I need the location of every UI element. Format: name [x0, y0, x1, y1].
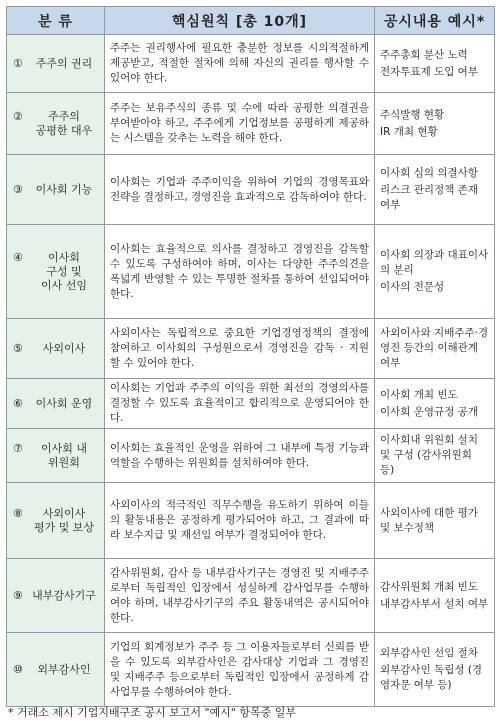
table-row — [7, 93, 495, 155]
category-label — [30, 251, 98, 293]
disclosure-example: 내부감사부서 설치 여부 — [380, 597, 489, 610]
table-header-row — [7, 7, 495, 35]
category-number: ⑥ — [13, 396, 23, 410]
category-cell — [7, 379, 105, 429]
category-label — [30, 442, 98, 470]
principle-text: 주주는 권리행사에 필요한 충분한 정보를 시의적절하게 제공받고, 적절한 절차에 의해 자신의 권리를 행사할 수 있어야 한다. — [105, 35, 375, 93]
header-category: 분 류 — [7, 7, 105, 35]
disclosure-example: 주주총회 분산 노력 — [380, 48, 468, 61]
category-label-line: 이사 선임 — [40, 278, 87, 292]
category-cell — [7, 483, 105, 559]
category-number: ⑩ — [13, 662, 23, 676]
disclosure-example: 이사의 전문성 — [380, 281, 445, 293]
disclosure-example: 이사회 의장과 대표이사의 분리 — [380, 249, 489, 276]
category-label — [30, 183, 98, 197]
disclosure-example: 전자투표제 도입 여부 — [380, 65, 478, 78]
table-row — [7, 559, 495, 633]
disclosure-example: 외부감사인 선임 절차 — [380, 647, 478, 659]
category-cell — [7, 93, 105, 155]
category-label-line: 구성 및 — [46, 264, 82, 278]
category-number: ⑧ — [13, 506, 23, 520]
governance-principles-table — [6, 6, 495, 707]
disclosure-example: 사외이사에 대한 평가 및 보수정책 — [380, 506, 478, 534]
category-label — [30, 342, 98, 356]
category-number: ⑤ — [13, 341, 23, 355]
category-number: ② — [13, 109, 23, 123]
category-label-line: 주주의 권리 — [35, 56, 93, 70]
category-label — [30, 397, 98, 411]
category-cell — [7, 429, 105, 483]
footnote: * 거래소 제시 기업지배구조 공시 보고서 "예시" 항목중 일부 — [8, 706, 296, 719]
principle-text: 주주는 보유주식의 종류 및 수에 따라 공평한 의결권을 부여받아야 하고, 주주에게 기업정보를 공평하게 제공하는 시스템을 갖추는 노력을 해야 한다. — [105, 93, 375, 155]
disclosure-example: 이사회 운영규정 공개 — [380, 405, 478, 418]
disclosure-example: 외부감사인 독립성 (경영자문 여부 등) — [380, 664, 483, 691]
principle-text: 감사위원회, 감사 등 내부감사기구는 경영진 및 지배주주로부터 독립적인 입장에서 성실하게 감사업무를 수행하여야 하며, 내부감사기구의 주요 활동내역은 공시되어야 한다. — [105, 559, 375, 633]
disclosure-examples-cell — [375, 155, 495, 225]
table-row — [7, 35, 495, 93]
category-number: ⑦ — [13, 441, 23, 455]
disclosure-examples-cell — [375, 319, 495, 379]
disclosure-example: 사외이사와 지배주주·경영진 등간의 이해관계 여부 — [380, 327, 489, 369]
category-label-line: 이사회 기능 — [35, 182, 93, 196]
category-label-line: 위원회 — [48, 455, 80, 469]
principle-text: 사외이사의 적극적인 직무수행을 유도하기 위하여 이들의 활동내용은 공정하게 평가되어야 하고, 그 결과에 따라 보수지급 및 재선임 여부가 결정되어야 한다. — [105, 483, 375, 559]
category-label-line: 사외이사 — [42, 506, 86, 520]
category-label-line: 주주의 — [48, 109, 80, 123]
disclosure-examples-cell — [375, 379, 495, 429]
governance-table-container — [6, 6, 494, 707]
disclosure-examples-cell — [375, 633, 495, 707]
disclosure-example: 이사회 개최 빈도 — [380, 388, 458, 401]
principle-text: 기업의 회계정보가 주주 등 그 이용자들로부터 신뢰를 받을 수 있도록 외부감사인은 감사대상 기업과 그 경영진 및 지배주주 등으로부터 독립적인 입장에서 공정하게 감사업무를 수행하여야 한다. — [105, 633, 375, 707]
disclosure-examples-cell — [375, 429, 495, 483]
table-row — [7, 483, 495, 559]
principle-text: 사외이사는 독립적으로 중요한 기업경영정책의 결정에 참여하고 이사회의 구성원으로서 경영진을 감독 · 지원 할 수 있어야 한다. — [105, 319, 375, 379]
disclosure-examples-cell — [375, 93, 495, 155]
table-row — [7, 429, 495, 483]
principle-text: 이사회는 기업과 주주의 이익을 위한 최선의 경영의사를 결정할 수 있도록 효율적이고 합리적으로 운영되어야 한다. — [105, 379, 375, 429]
category-cell — [7, 155, 105, 225]
category-cell — [7, 225, 105, 319]
category-label — [30, 110, 98, 138]
category-cell — [7, 633, 105, 707]
table-row — [7, 633, 495, 707]
table-row — [7, 155, 495, 225]
principle-text: 이사회는 효율적으로 의사를 결정하고 경영진을 감독할 수 있도록 구성하여야 하며, 이사는 다양한 주주의견을 폭넓게 반영할 수 있는 투명한 절차를 통하여 선임되어야 한다. — [105, 225, 375, 319]
disclosure-example: 이사회내 위원회 설치 및 구성 (감사위원회 등) — [380, 434, 478, 476]
table-row — [7, 319, 495, 379]
header-examples: 공시내용 예시* — [375, 7, 495, 35]
category-label — [30, 589, 98, 603]
category-cell — [7, 319, 105, 379]
category-number: ⑨ — [13, 588, 23, 602]
table-row — [7, 225, 495, 319]
disclosure-example: 리스크 관리정책 존재 여부 — [380, 184, 478, 211]
table-row — [7, 379, 495, 429]
table-body — [7, 35, 495, 707]
category-label-line: 이사회 운영 — [35, 396, 93, 410]
category-cell — [7, 559, 105, 633]
category-label-line: 이사회 내 — [40, 441, 87, 455]
category-label-line: 사외이사 — [42, 341, 86, 355]
disclosure-examples-cell — [375, 483, 495, 559]
disclosure-example: 주식발행 현황 — [380, 108, 445, 121]
category-label — [30, 57, 98, 71]
header-principles: 핵심원칙 [총 10개] — [105, 7, 375, 35]
category-number: ③ — [13, 182, 23, 196]
category-label-line: 평가 및 보상 — [33, 520, 95, 534]
principle-text: 이사회는 효율적인 운영을 위하여 그 내부에 특정 기능과 역할을 수행하는 위원회를 설치하여야 한다. — [105, 429, 375, 483]
category-number: ① — [13, 56, 23, 70]
category-label — [30, 663, 98, 677]
disclosure-example: 이사회 심의 의결사항 — [380, 167, 478, 179]
category-number: ④ — [13, 250, 23, 264]
category-label-line: 이사회 — [48, 250, 80, 264]
disclosure-example: 감사위원회 개최 빈도 — [380, 580, 478, 593]
principle-text: 이사회는 기업과 주주이익을 위하여 기업의 경영목표와 전략을 결정하고, 경영진을 효과적으로 감독하여야 한다. — [105, 155, 375, 225]
category-label-line: 외부감사인 — [37, 662, 91, 676]
category-label-line: 공평한 대우 — [35, 123, 93, 137]
disclosure-examples-cell — [375, 35, 495, 93]
disclosure-examples-cell — [375, 559, 495, 633]
disclosure-examples-cell — [375, 225, 495, 319]
category-label-line: 내부감사기구 — [32, 588, 96, 602]
category-label — [30, 507, 98, 535]
category-cell — [7, 35, 105, 93]
disclosure-example: IR 개최 현황 — [380, 125, 438, 138]
